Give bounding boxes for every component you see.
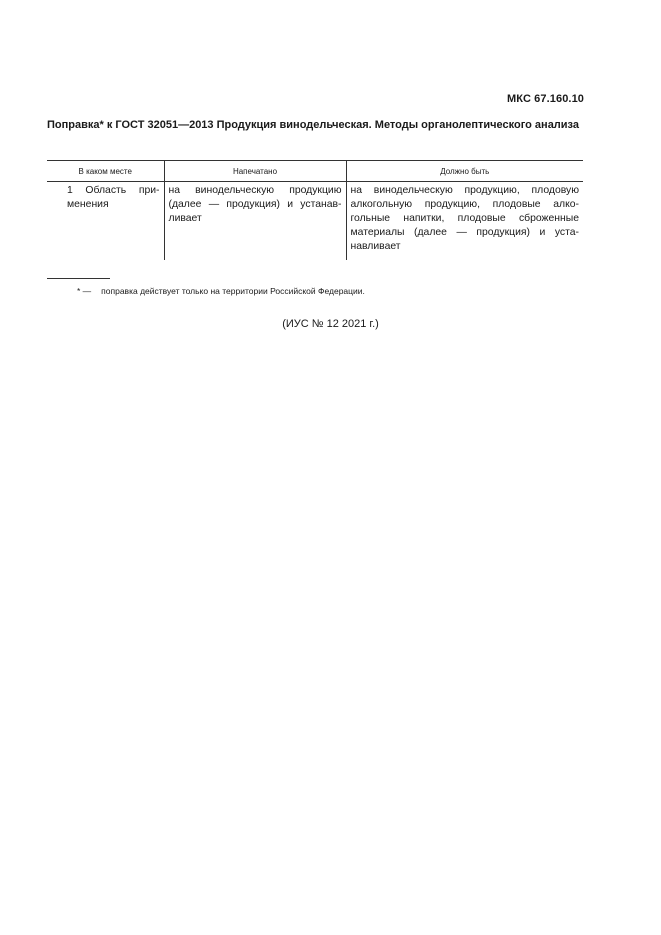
table-row <box>47 182 583 261</box>
column-header-printed: Напечатано <box>164 161 346 182</box>
classification-code: МКС 67.160.10 <box>507 93 584 105</box>
footnote-text: поправка действует только на территории Российской Федерации. <box>101 286 365 296</box>
cell-printed: на винодельческую продукцию (далее — продукция) и устанав-ливает <box>164 182 346 261</box>
footnote <box>77 286 365 296</box>
cell-should-be: на винодельческую продукцию, плодовую алкогольную продукцию, плодовые алко-гольные напитки, плодовые сброженные материалы (далее — продукция) и уста-навливает <box>346 182 583 261</box>
footnote-mark: * — <box>77 286 92 296</box>
table-header-row <box>47 161 583 182</box>
cell-where: 1 Область при-менения <box>67 185 160 210</box>
footnote-separator <box>47 278 110 279</box>
source-reference: (ИУС № 12 2021 г.) <box>282 318 379 330</box>
column-header-should-be: Должно быть <box>346 161 583 182</box>
amendment-table <box>47 160 583 260</box>
document-title: Поправка* к ГОСТ 32051—2013 Продукция винодельческая. Методы органолептического анализа <box>47 119 579 131</box>
column-header-where: В каком месте <box>47 161 164 182</box>
